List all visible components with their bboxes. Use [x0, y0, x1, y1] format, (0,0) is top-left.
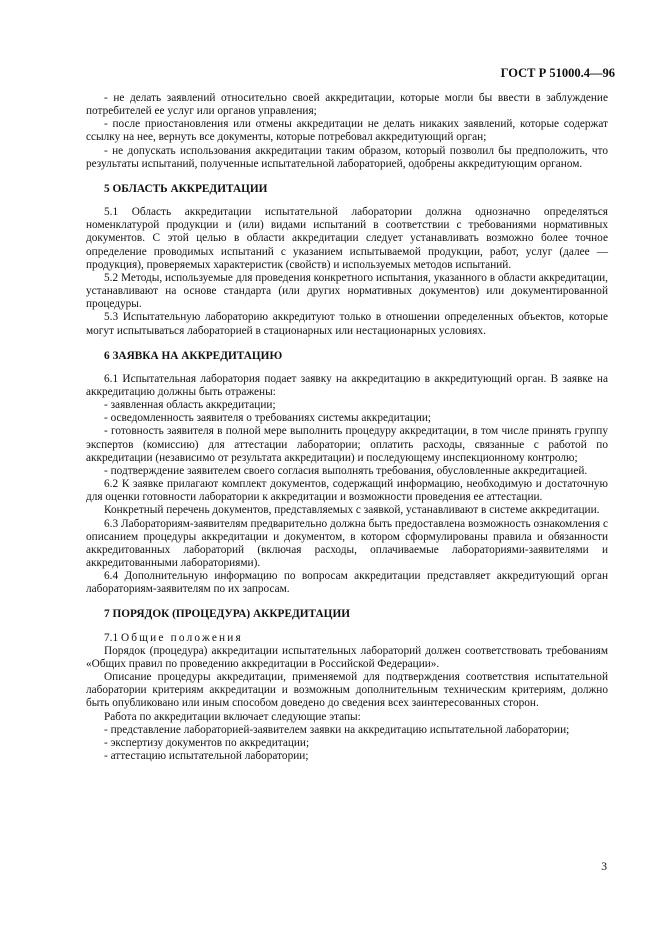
section-6-heading: 6 ЗАЯВКА НА АККРЕДИТАЦИЮ	[104, 349, 283, 362]
section-5-heading: 5 ОБЛАСТЬ АККРЕДИТАЦИИ	[104, 182, 268, 195]
paragraph-7-1-b: Описание процедуры аккредитации, применяемой для подтверждения соответствия испытательной лаборатории критериям аккредитации и возможным дополнительным техническим критериям, должно быть опубликовано или иным способом доведено до сведения всех заинтересованных сторон.	[86, 671, 608, 710]
paragraph-6-4: 6.4 Дополнительную информацию по вопросам аккредитации представляет аккредитующий орган лабораториям-заявителям по их запросам.	[86, 570, 608, 596]
list-item: - представление лабораторией-заявителем заявки на аккредитацию испытательной лаборатории;	[104, 723, 570, 736]
list-item: - подтверждение заявителем своего согласия выполнять требования, обусловленные аккредитацией.	[104, 464, 588, 477]
subsection-7-1-heading	[86, 632, 608, 645]
paragraph-6-2: 6.2 К заявке прилагают комплект документов, содержащий информацию, необходимую и достаточную для оценки готовности лаборатории к аккредитации и возможности проведения ее аттестации.	[86, 478, 608, 504]
document-code-header: ГОСТ Р 51000.4—96	[500, 66, 615, 80]
section-7-heading: 7 ПОРЯДОК (ПРОЦЕДУРА) АККРЕДИТАЦИИ	[104, 608, 351, 621]
subsection-number: 7.1	[104, 631, 119, 644]
list-item: - готовность заявителя в полной мере выполнить процедуру аккредитации, в том числе принять группу экспертов (комиссию) для аттестации лаборатории; оплатить расходы, связанные с работой по аккредитации (независимо от результата аккредитации) и последующему инспекционному контролю;	[86, 425, 608, 464]
paragraph-5-3: 5.3 Испытательную лабораторию аккредитуют только в отношении определенных объектов, которые могут испытываться лабораторией в стационарных или нестационарных условиях.	[86, 311, 608, 337]
intro-item: - не делать заявлений относительно своей аккредитации, которые могли бы ввести в заблуждение потребителей ее услуг или органов управления;	[86, 92, 608, 118]
paragraph-6-3: 6.3 Лабораториям-заявителям предварительно должна быть предоставлена возможность ознакомления с описанием процедуры аккредитации и документом, в котором сформулированы правила и обязанности аккредитованных лабораторий (включая расходы, оплачиваемые лабораториями-заявителями и аккредитованными лабораториями).	[86, 517, 608, 569]
paragraph-5-1: 5.1 Область аккредитации испытательной лаборатории должна однозначно определяться номенклатурой продукции и (или) видами испытаний в соответствии с требованиями нормативных документов. С этой целью в области аккредитации следует устанавливать возможно более точное определение проводимых испытаний с указанием испытываемой продукции, работ, услуг (далее — продукция), проверяемых характеристик (свойств) и используемых методов испытаний.	[86, 206, 608, 271]
intro-item: - не допускать использования аккредитации таким образом, который позволил бы предположить, что результаты испытаний, полученные испытательной лабораторией, одобрены аккредитующим органом.	[86, 144, 608, 170]
paragraph-7-1-a: Порядок (процедура) аккредитации испытательных лабораторий должен соответствовать требованиям «Общих правил по проведению аккредитации в Российской Федерации».	[86, 644, 608, 670]
paragraph-5-2: 5.2 Методы, используемые для проведения конкретного испытания, указанного в области аккредитации, устанавливают на основе стандарта (или других нормативных документов) или документированной процедуры.	[86, 271, 608, 311]
list-item: - экспертизу документов по аккредитации;	[104, 736, 310, 749]
page-content	[86, 92, 608, 763]
paragraph-6-2-cont: Конкретный перечень документов, представляемых с заявкой, устанавливают в системе аккредитации.	[104, 504, 600, 517]
list-item: - осведомленность заявителя о требованиях системы аккредитации;	[104, 412, 432, 425]
intro-item: - после приостановления или отмены аккредитации не делать никаких заявлений, которые содержат ссылку на нее, вернуть все документы, которые потребовал аккредитующий орган;	[86, 118, 608, 144]
list-item: - заявленная область аккредитации;	[104, 399, 276, 412]
subsection-title: Общие положения	[120, 631, 243, 644]
page-number: 3	[601, 861, 607, 873]
paragraph-7-1-c: Работа по аккредитации включает следующие этапы:	[104, 710, 361, 723]
paragraph-6-1: 6.1 Испытательная лаборатория подает заявку на аккредитацию в аккредитующий орган. В заявке на аккредитацию должны быть отражены:	[86, 372, 608, 398]
list-item: - аттестацию испытательной лаборатории;	[104, 750, 309, 763]
